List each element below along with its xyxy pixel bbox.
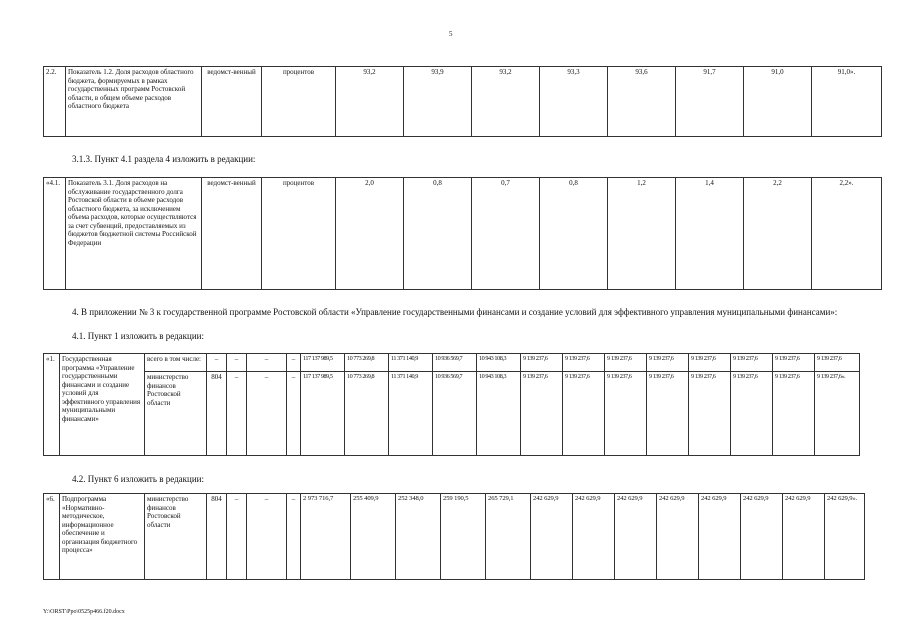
value-cell: 1,2	[608, 178, 676, 290]
executor: всего в том числе:	[145, 354, 207, 372]
value-cell: 2,2	[744, 178, 812, 290]
amount-cell: 242 629,9	[573, 494, 615, 580]
amount-cell: 11 371 140,9	[389, 354, 433, 372]
table-row	[44, 67, 882, 137]
amount-cell: 252 348,0	[396, 494, 441, 580]
amount-cell: 9 139 237,6».	[815, 372, 860, 456]
amount-cell: 117 137 989,5	[301, 354, 345, 372]
row-number: «6.	[44, 494, 60, 580]
vr-code: –	[287, 354, 301, 372]
amount-cell: 9 139 237,6	[563, 354, 605, 372]
vr-code: –	[287, 372, 301, 456]
amount-cell: 242 629,9	[741, 494, 783, 580]
amount-cell: 242 629,9	[783, 494, 825, 580]
value-cell: 91,7	[676, 67, 744, 137]
amount-cell: 10 773 269,8	[345, 354, 389, 372]
executor: министерство финансов Ростовской области	[145, 494, 207, 580]
section-heading: 4.1. Пункт 1 изложить в редакции:	[72, 331, 204, 341]
value-cell: 1,4	[676, 178, 744, 290]
amount-cell: 242 629,9	[657, 494, 699, 580]
table-row	[44, 178, 882, 290]
amount-cell: 9 139 237,6	[605, 372, 647, 456]
amount-cell: 9 139 237,6	[647, 372, 689, 456]
indicator-table-4-1	[43, 177, 882, 290]
amount-cell: 9 139 237,6	[689, 354, 731, 372]
amount-cell: 242 629,9	[615, 494, 657, 580]
amount-cell: 10 943 108,3	[477, 372, 521, 456]
section-heading: 4. В приложении № 3 к государственной программе Ростовской области «Управление государственными финансами и создание условий для эффективного управления муниципальными финансами»:	[72, 307, 838, 317]
program-name: Государственная программа «Управление государственными финансами и создание условий для эффективного управления муниципальными финансами»	[60, 354, 145, 456]
amount-cell: 242 629,9	[699, 494, 741, 580]
grbs-code: –	[207, 354, 227, 372]
value-cell: 0,8	[540, 178, 608, 290]
csr-code: –	[247, 494, 287, 580]
indicator-type: ведомст-венный	[202, 67, 262, 137]
subprogram-name: Подпрограмма «Нормативно-методическое, информационное обеспечение и организация бюджетного процесса»	[60, 494, 145, 580]
row-number: «1.	[44, 354, 60, 456]
indicator-name: Показатель 3.1. Доля расходов на обслуживание государственного долга Ростовской области в объеме расходов областного бюджета, за исключением объема расходов, которые осуществляются за счет субвенций, предоставляемых из бюджетов бюджетной системы Российской Федерации	[66, 178, 202, 290]
file-path-footer: Y:\ORST\Ppo\0525p466.f20.docx	[43, 609, 125, 615]
row-number: «4.1.	[44, 178, 66, 290]
rz-code: –	[227, 494, 247, 580]
section-heading: 3.1.3. Пункт 4.1 раздела 4 изложить в редакции:	[72, 154, 256, 164]
amount-cell: 9 139 237,6	[731, 354, 773, 372]
amount-cell: 255 409,9	[351, 494, 396, 580]
value-cell: 2,0	[336, 178, 404, 290]
grbs-code: 804	[207, 494, 227, 580]
amount-cell: 9 139 237,6	[521, 372, 563, 456]
amount-cell: 9 139 237,6	[605, 354, 647, 372]
value-cell: 93,3	[540, 67, 608, 137]
amount-cell: 10 936 569,7	[433, 354, 477, 372]
amount-cell: 9 139 237,6	[563, 372, 605, 456]
amount-cell: 9 139 237,6	[689, 372, 731, 456]
amount-cell: 10 936 569,7	[433, 372, 477, 456]
amount-cell: 242 629,9».	[825, 494, 865, 580]
csr-code: –	[247, 372, 287, 456]
executor: министерство финансов Ростовской области	[145, 372, 207, 456]
page-number: 5	[449, 30, 453, 38]
amount-cell: 9 139 237,6	[731, 372, 773, 456]
amount-cell: 2 973 716,7	[301, 494, 351, 580]
rz-code: –	[227, 354, 247, 372]
table-row	[44, 354, 860, 372]
grbs-code: 804	[207, 372, 227, 456]
amount-cell: 9 139 237,6	[521, 354, 563, 372]
unit: процентов	[262, 67, 336, 137]
amount-cell: 259 190,5	[441, 494, 486, 580]
subprogram-funding-table	[43, 493, 865, 580]
rz-code: –	[227, 372, 247, 456]
amount-cell: 242 629,9	[531, 494, 573, 580]
indicator-table-2-2	[43, 66, 882, 137]
value-cell: 91,0».	[812, 67, 882, 137]
table-row	[44, 494, 865, 580]
indicator-name: Показатель 1.2. Доля расходов областного бюджета, формируемых в рамках государственных программ Ростовской области, в общем объеме расходов областного бюджета	[66, 67, 202, 137]
vr-code: –	[287, 494, 301, 580]
section-heading: 4.2. Пункт 6 изложить в редакции:	[72, 474, 204, 484]
value-cell: 93,9	[404, 67, 472, 137]
row-number: 2.2.	[44, 67, 66, 137]
amount-cell: 9 139 237,6	[815, 354, 860, 372]
value-cell: 0,8	[404, 178, 472, 290]
value-cell: 91,0	[744, 67, 812, 137]
unit: процентов	[262, 178, 336, 290]
amount-cell: 9 139 237,6	[773, 372, 815, 456]
amount-cell: 10 943 108,3	[477, 354, 521, 372]
amount-cell: 9 139 237,6	[647, 354, 689, 372]
value-cell: 2,2».	[812, 178, 882, 290]
amount-cell: 9 139 237,6	[773, 354, 815, 372]
value-cell: 93,2	[472, 67, 540, 137]
value-cell: 93,6	[608, 67, 676, 137]
indicator-type: ведомст-венный	[202, 178, 262, 290]
table-row	[44, 372, 860, 456]
amount-cell: 265 729,1	[486, 494, 531, 580]
value-cell: 0,7	[472, 178, 540, 290]
amount-cell: 10 773 269,8	[345, 372, 389, 456]
amount-cell: 11 371 140,9	[389, 372, 433, 456]
amount-cell: 117 137 989,5	[301, 372, 345, 456]
csr-code: –	[247, 354, 287, 372]
value-cell: 93,2	[336, 67, 404, 137]
program-funding-table	[43, 353, 860, 456]
